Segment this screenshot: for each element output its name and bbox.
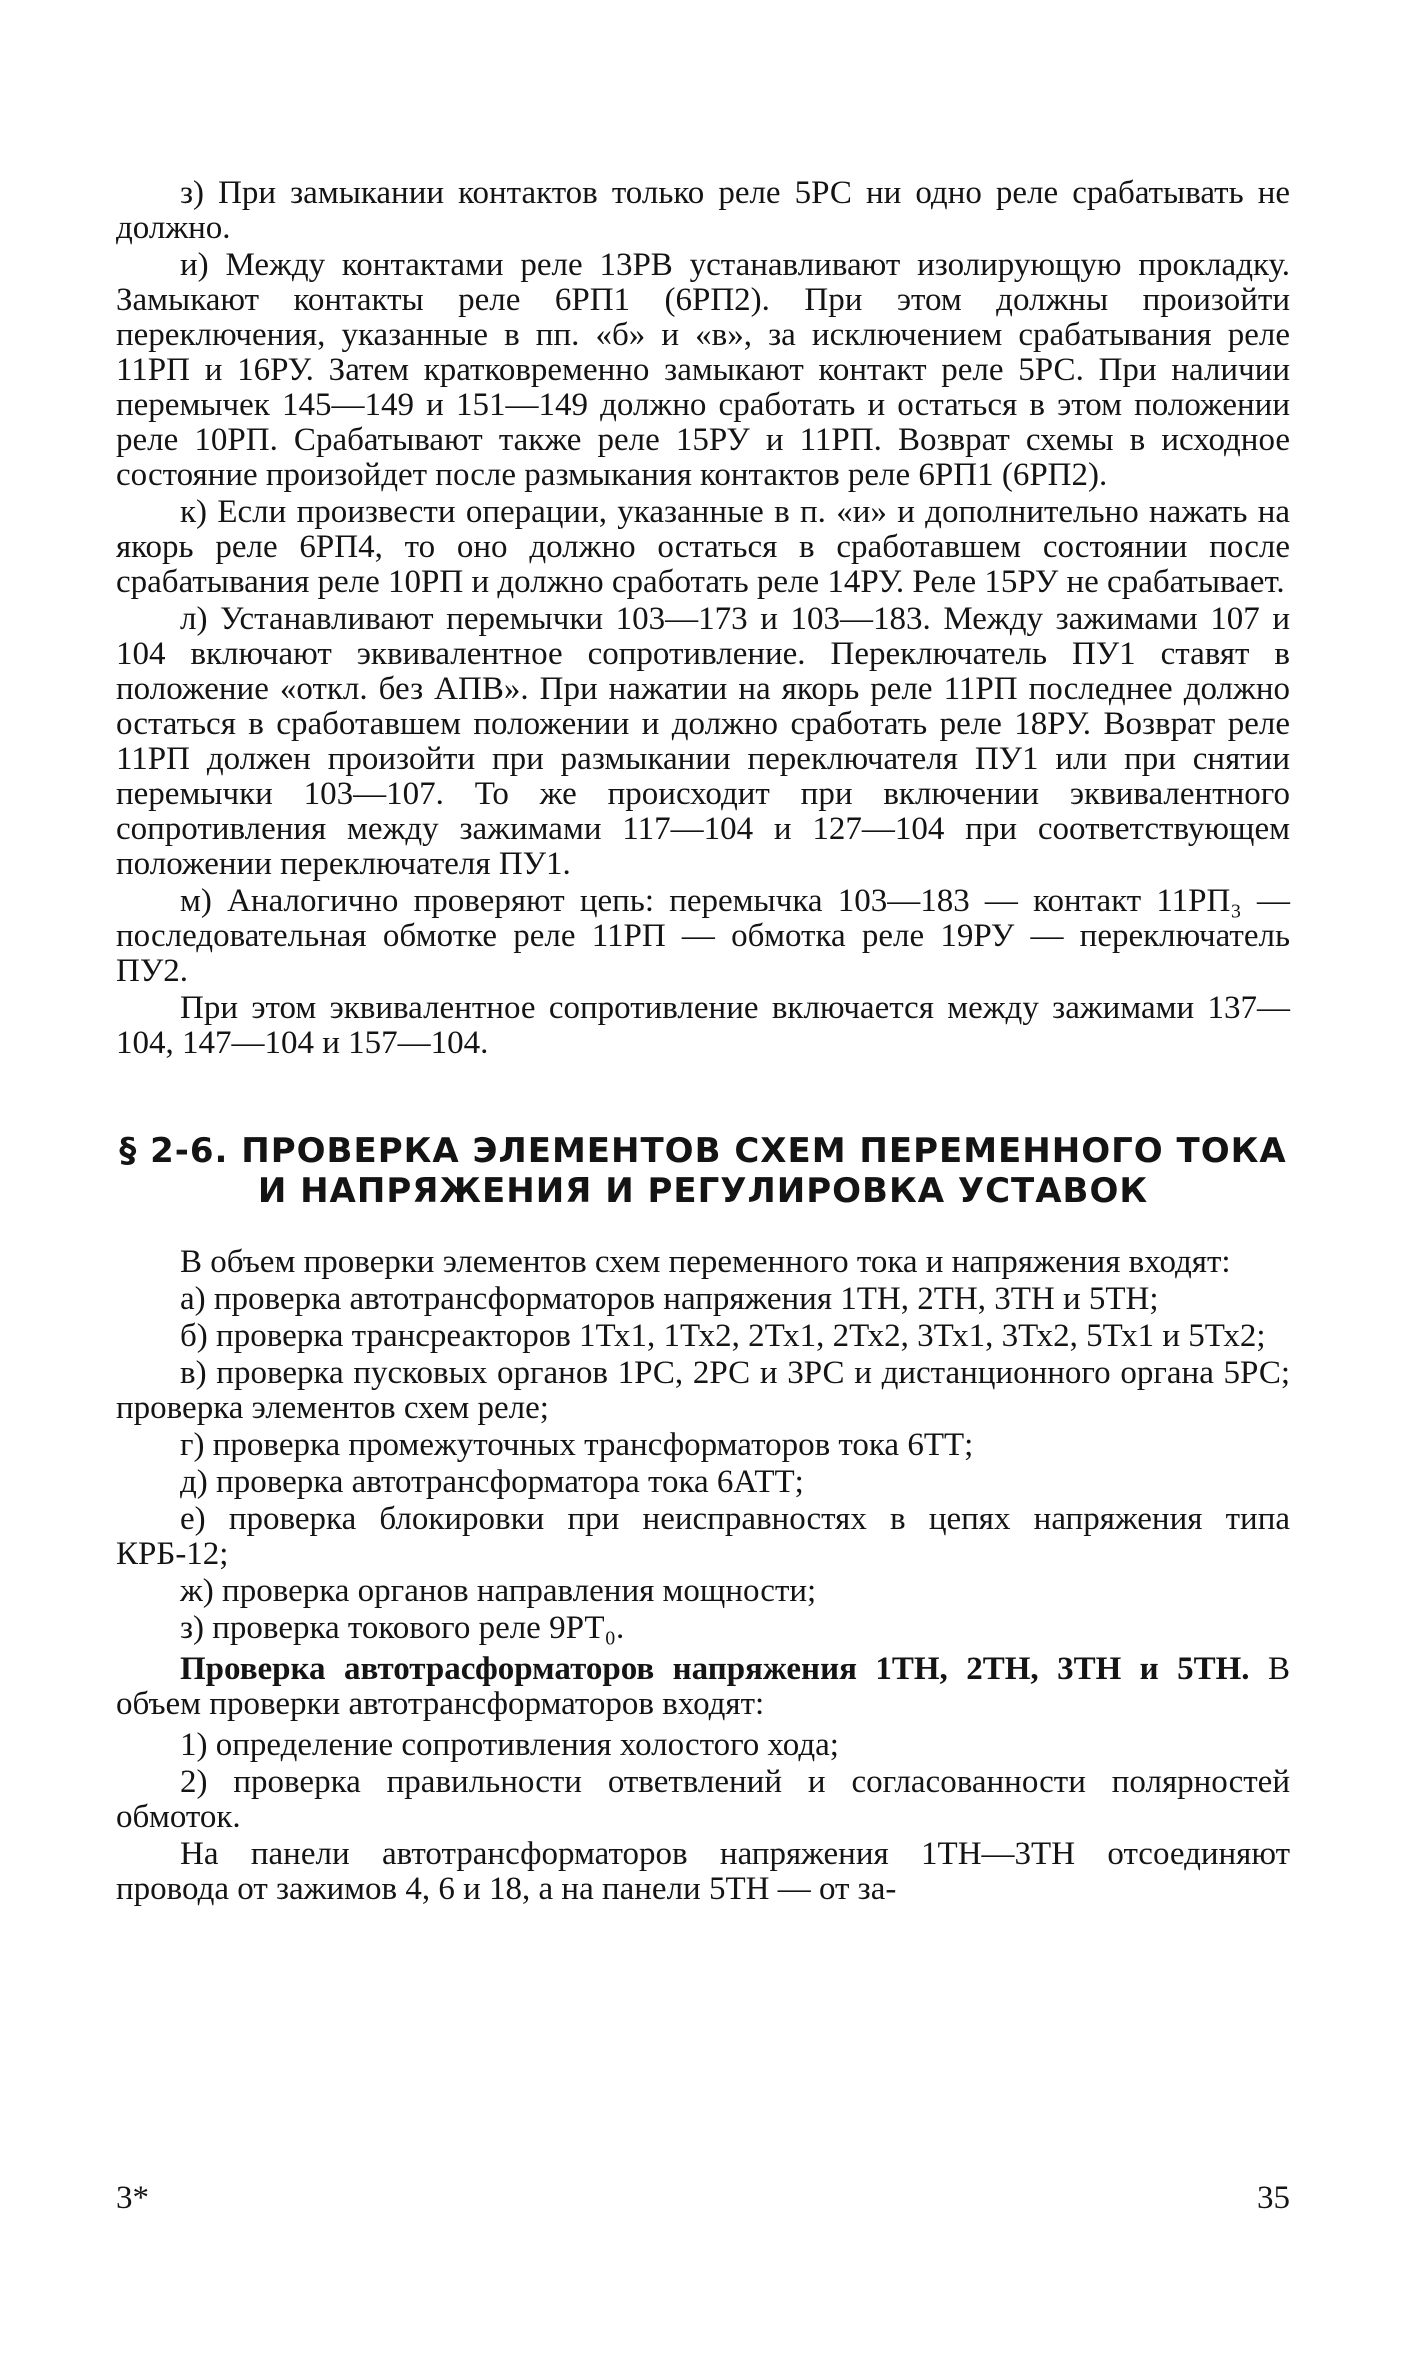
list-item-d: д) проверка автотрансформатора тока 6АТТ; (180, 1464, 804, 1500)
page-footer (116, 2180, 1290, 2216)
paragraph-panel: На панели автотрансформаторов напряжения 1ТН—3ТН отсоединяют провода от зажимов 4, 6 и 18, а на панели 5ТН — от за- (116, 1836, 1290, 1907)
signature-mark: 3* (116, 2180, 149, 2216)
list-item-a: а) проверка автотрансформаторов напряжения 1ТН, 2ТН, 3ТН и 5ТН; (180, 1281, 1159, 1317)
list-item-zh: ж) проверка органов направления мощности; (180, 1573, 817, 1609)
section-heading-line1: § 2-6. ПРОВЕРКА ЭЛЕМЕНТОВ СХЕМ ПЕРЕМЕННОГО ТОКА (119, 1131, 1287, 1171)
paragraph-intro: В объем проверки элементов схем переменного тока и напряжения входят: (180, 1244, 1231, 1280)
list-item-g: г) проверка промежуточных трансформаторов тока 6ТТ; (180, 1427, 974, 1463)
subsection-paragraph (116, 1652, 1290, 1722)
page-number: 35 (1257, 2180, 1290, 2216)
list-item-2: 2) проверка правильности ответвлений и согласованности полярностей обмоток. (116, 1764, 1290, 1835)
list-item-v: в) проверка пусковых органов 1РС, 2РС и 3РС и дистанционного органа 5РС; проверка элементов схем реле; (116, 1355, 1290, 1426)
paragraph-i: и) Между контактами реле 13РВ устанавливают изолирующую прокладку. Замыкают контакты реле 6РП1 (6РП2). При этом должны произойти переключения, указанные в пп. «б» и «в», за исключением срабатывания реле 11РП и 16РУ. Затем кратковременно замыкают контакт реле 5РС. При наличии перемычек 145—149 и 151—149 должно сработать и остаться в этом положении реле 10РП. Срабатывают также реле 15РУ и 11РП. Возврат схемы в исходное состояние произойдет после размыкания контактов реле 6РП1 (6РП2). (116, 247, 1290, 493)
paragraph-pri-etom: При этом эквивалентное сопротивление включается между зажимами 137—104, 147—104 и 157—104. (116, 990, 1290, 1061)
paragraph-z: з) При замыкании контактов только реле 5РС ни одно реле срабатывать не должно. (116, 175, 1290, 246)
section-heading-line2: И НАПРЯЖЕНИЯ И РЕГУЛИРОВКА УСТАВОК (257, 1171, 1149, 1211)
list-item-z: з) проверка токового реле 9РТ₀. (180, 1610, 625, 1646)
paragraph-l: л) Устанавливают перемычки 103—173 и 103—183. Между зажимами 107 и 104 включают эквивалентное сопротивление. Переключатель ПУ1 ставят в положение «откл. без АПВ». При нажатии на якорь реле 11РП последнее должно остаться в сработавшем положении и должно сработать реле 18РУ. Возврат реле 11РП должен произойти при размыкании переключателя ПУ1 или при снятии перемычки 103—107. То же происходит при включении эквивалентного сопротивления между зажимами 117—104 и 127—104 при соответствующем положении переключателя ПУ1. (116, 601, 1290, 882)
paragraph-m: м) Аналогично проверяют цепь: перемычка 103—183 — контакт 11РП₃ — последовательная обмотке реле 11РП — обмотка реле 19РУ — переключатель ПУ2. (116, 883, 1290, 989)
section-heading (116, 1131, 1290, 1211)
paragraph-k: к) Если произвести операции, указанные в п. «и» и дополнительно нажать на якорь реле 6РП4, то оно должно остаться в сработавшем состоянии после срабатывания реле 10РП и должно сработать реле 14РУ. Реле 15РУ не срабатывает. (116, 494, 1290, 600)
page-body (116, 176, 1290, 1907)
subsection-heading: Проверка автотрасформаторов напряжения 1ТН, 2ТН, 3ТН и 5ТН. (180, 1651, 1250, 1687)
list-item-e: е) проверка блокировки при неисправностях в цепях напряжения типа КРБ-12; (116, 1501, 1290, 1572)
subsection-heading-rest: В объем проверки автотрансформаторов входят: (116, 1651, 1290, 1722)
list-item-b: б) проверка трансреакторов 1Тх1, 1Тх2, 2Тх1, 2Тх2, 3Тх1, 3Тх2, 5Тх1 и 5Тх2; (180, 1318, 1266, 1354)
list-item-1: 1) определение сопротивления холостого хода; (180, 1727, 839, 1763)
